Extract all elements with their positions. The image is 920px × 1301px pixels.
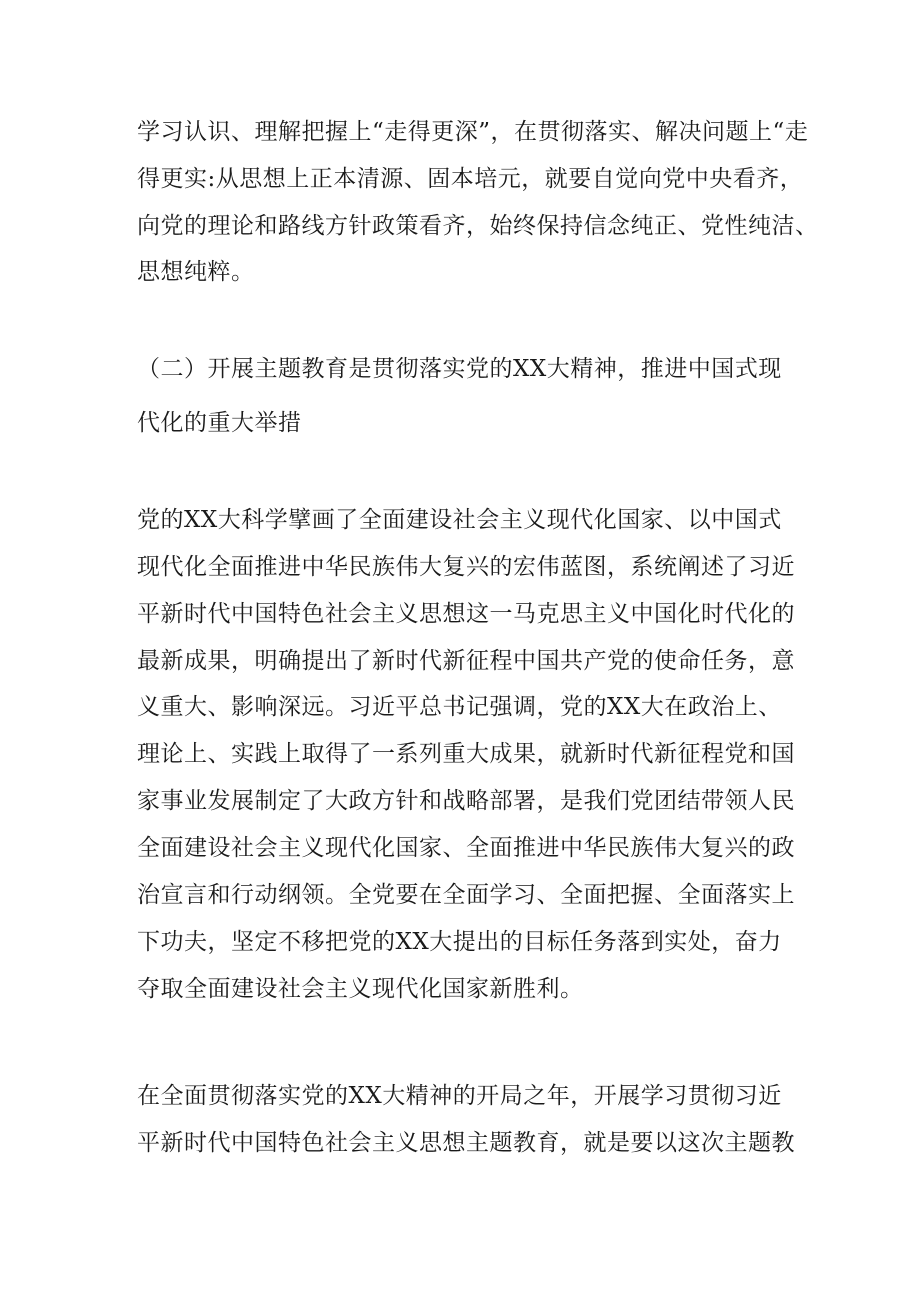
paragraph-line: 平新时代中国特色社会主义思想主题教育，就是要以这次主题教 xyxy=(137,1130,795,1156)
heading-line: 代化的重大举措 xyxy=(137,410,302,436)
paragraph-line: 思想纯粹。 xyxy=(137,259,255,285)
paragraph-line: 全面建设社会主义现代化国家、全面推进中华民族伟大复兴的政 xyxy=(137,835,795,861)
paragraph-line: 最新成果，明确提出了新时代新征程中国共产党的使命任务，意 xyxy=(137,648,795,674)
paragraph-line: 平新时代中国特色社会主义思想这一马克思主义中国化时代化的 xyxy=(137,601,795,627)
paragraph-line: 向党的理论和路线方针政策看齐，始终保持信念纯正、党性纯洁、 xyxy=(137,213,819,239)
paragraph-line: 义重大、影响深远。习近平总书记强调，党的XX大在政治上、 xyxy=(137,694,782,720)
heading-line: （二）开展主题教育是贯彻落实党的XX大精神，推进中国式现 xyxy=(137,356,782,382)
paragraph-line: 下功夫，坚定不移把党的XX大提出的目标任务落到实处，奋力 xyxy=(137,929,782,955)
paragraph-line: 在全面贯彻落实党的XX大精神的开局之年，开展学习贯彻习近 xyxy=(137,1083,782,1109)
paragraph-line: 夺取全面建设社会主义现代化国家新胜利。 xyxy=(137,976,584,1002)
paragraph-line: 党的XX大科学擘画了全面建设社会主义现代化国家、以中国式 xyxy=(137,507,782,533)
paragraph-line: 理论上、实践上取得了一系列重大成果，就新时代新征程党和国 xyxy=(137,741,795,767)
paragraph-line: 得更实:从思想上正本清源、固本培元，就要自觉向党中央看齐， xyxy=(137,166,804,192)
paragraph-line: 现代化全面推进中华民族伟大复兴的宏伟蓝图，系统阐述了习近 xyxy=(137,554,795,580)
paragraph-line: 治宣言和行动纲领。全党要在全面学习、全面把握、全面落实上 xyxy=(137,882,795,908)
paragraph-line: 家事业发展制定了大政方针和战略部署，是我们党团结带领人民 xyxy=(137,788,795,814)
paragraph-line: 学习认识、理解把握上“走得更深”，在贯彻落实、解决问题上“走 xyxy=(137,119,809,145)
